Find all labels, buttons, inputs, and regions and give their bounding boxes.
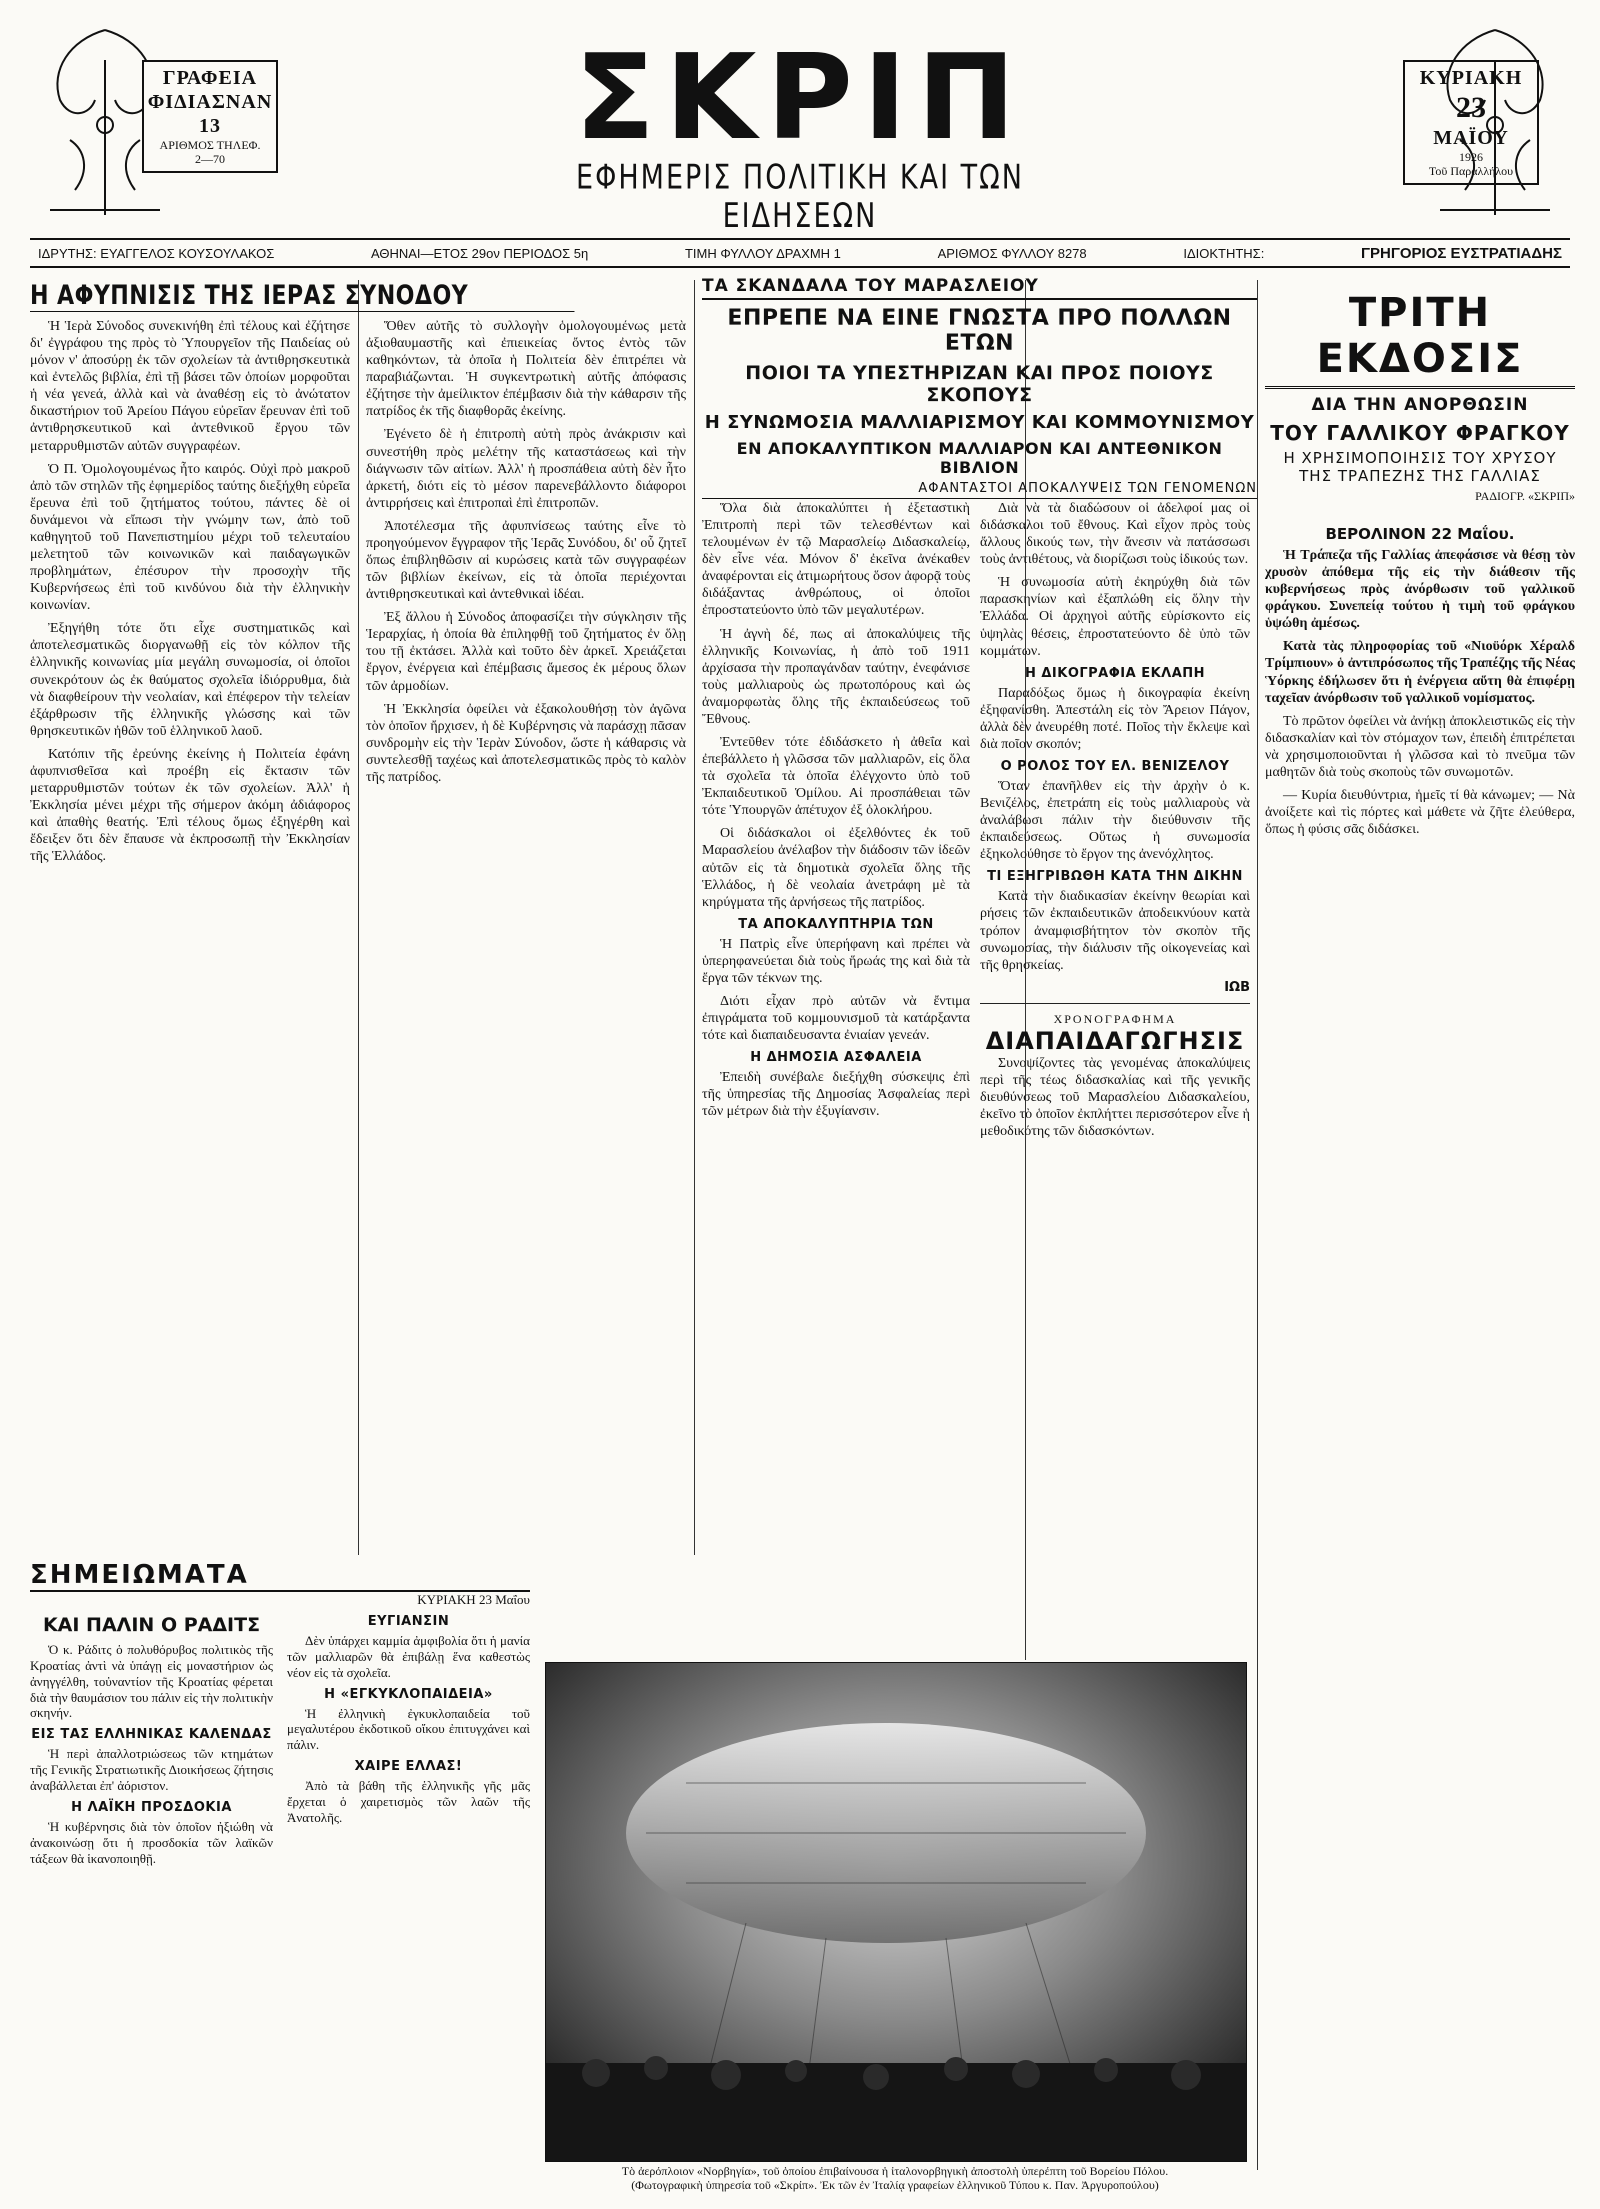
synod-paragraph: Ἡ Ἱερὰ Σύνοδος συνεκινήθη ἐπὶ τέλους καὶ ἐζήτησε δι' ἐγγράφου της πρὸς τὸ Ὑπουργεῖον τῆς Παιδείας οὐ μόνον ν' ἀποσύρῃ ἐκ τῶν σχολείων τὰ ἀντιθρησκευτικὰ καὶ ἐντελῶς βιβλία, ἐπὶ τῇ βάσει τῶν ὁποίων μορφοῦται ἡ νέα γενεά, ἀλλὰ καὶ νὰ ἀναθέσῃ εἰς τὸ ἀνώτατον δικαστήριον τοῦ Ἀρείου Πάγου εὐρεῖαν ἔρευναν ἐπὶ τοῦ ἀντιθρησκευτικοῦ καὶ ἀντεθνικοῦ ἔργου τῶν μεταρρυθμιστῶν αὐτῶν συγγραφέων.: [30, 319, 350, 454]
notes-paragraph: Ἀπὸ τὰ βάθη τῆς ἑλληνικῆς γῆς μᾶς ἔρχεται ὁ χαιρετισμὸς τῶν λαῶν τῆς Ἀνατολῆς.: [287, 1778, 530, 1825]
photo-credit: (Φωτογραφικὴ ὑπηρεσία τοῦ «Σκρίπ». Ἐκ τῶν ἐν Ἰταλίᾳ γραφείων ἑλληνικοῦ Τύπου κ. Παν. Ἀργυροπούλου): [631, 2178, 1159, 2193]
notes-date: ΚΥΡΙΑΚΗ 23 Μαΐου: [417, 1592, 530, 1607]
scandal-paragraph: Ὅταν ἐπανῆλθεν εἰς τὴν ἀρχὴν ὁ κ. Βενιζέλος, ἐπετράπη εἰς τοὺς μαλλιαροὺς νὰ ἀναλάβωσι πάλιν τὴν διεύθυνσιν τῆς ἐκπαιδεύσεως. Οὕτως ἡ συνωμοσία ἐξηκολούθησε τὸ ἔργον της ἀνενόχλητος.: [980, 779, 1250, 863]
trial-subhead: ΤΙ ΕΞΗΓΡΙΒΩΘΗ ΚΑΤΑ ΤΗΝ ΔΙΚΗΝ: [987, 869, 1243, 885]
scandal-paragraph: Διὰ νὰ τὰ διαδώσουν οἱ ἀδελφοί μας οἱ διδάσκαλοι τοῦ ἔθνους. Καὶ εἶχον πρὸς τοὺς ἄλλους δικούς των, τὴν ἄνεσιν νὰ πατάσσωσι τοὺς ἀντιθέτους, νὰ διορίζωσι τοὺς ἰδικούς των.: [980, 501, 1250, 568]
notes-subhead: ΕΥΓΙΑΝΣΙΝ: [367, 1614, 450, 1629]
masthead: [30, 20, 1570, 245]
security-subhead: Η ΔΗΜΟΣΙΑ ΑΣΦΑΛΕΙΑ: [750, 1050, 922, 1066]
synod-article: [30, 280, 694, 1550]
third-edition-paragraph: Ἡ Τράπεζα τῆς Γαλλίας ἀπεφάσισε νὰ θέσῃ τὸν χρυσὸν ἀπόθεμα τῆς εἰς τὴν διάθεσιν τῆς κυβερνήσεως πρὸς ἀνόρθωσιν τοῦ γαλλικοῦ φράγκου. Συνεπείᾳ τούτου ἡ τιμὴ τοῦ φράγκου ὑψώθη ἀμέσως.: [1265, 548, 1575, 632]
divider: [980, 1003, 1250, 1004]
third-edition-body: [1265, 525, 1575, 2165]
synod-paragraph: Ὅθεν αὐτῆς τὸ συλλογὴν ὁμολογουμένως μετὰ ἀξιοθαυμαστῆς καὶ ἐπιεικείας ὄντος ἐντὸς τῶν καθηκόντων, τὰ ὁποῖα ἡ Πολιτεία δὲν ἐπιτρέπει νὰ παραβιάζωνται. Ἡ συγκεντρωτικὴ αὐτῆς ἀπόφασις ἐζήτησε τὴν ἀμείλικτον ἐπέμβασιν διὰ τὴν κάθαρσιν τῆς πατρίδος ἐκ τῆς διαφθορᾶς ἐκείνης.: [366, 319, 686, 420]
phone-label: ΑΡΙΘΜΟΣ ΤΗΛΕΦ.: [159, 138, 261, 152]
notes-column-2: [287, 1608, 530, 1872]
founder: ΙΔΡΥΤΗΣ: ΕΥΑΓΓΕΛΟΣ ΚΟΥΣΟΥΛΑΚΟΣ: [38, 245, 275, 261]
third-edition-header: [1265, 290, 1575, 504]
scandal-deck: ΑΦΑΝΤΑΣΤΟΙ ΑΠΟΚΑΛΥΨΕΙΣ ΤΩΝ ΓΕΝΟΜΕΝΩΝ: [702, 477, 1257, 499]
synod-paragraph: Κατόπιν τῆς ἐρεύνης ἐκείνης ἡ Πολιτεία ἐφάνη ἀφυπνισθεῖσα καὶ προέβη εἰς ἔκτασιν τῶν μεταρρυθμιστῶν τούτων ἐκ τῶν σχολείων. Ἀλλ' ἡ Ἐκκλησία μένει μέχρι τῆς σήμερον ἀκόμη ἀδιάφορος καὶ ἀπαθὴς θεατής. Ἐπὶ τέλους ὅμως ἐξηγέρθη καὶ ἔδειξεν ὅτι δὲν ἔπαυσε νὰ ἐκπροσωπῇ τὴν Ἐκκλησίαν τῆς Ἑλλάδος.: [30, 746, 350, 865]
chronicle-paragraph: — Κυρία διευθύντρια, ἡμεῖς τί θὰ κάνωμεν; — Νὰ ἀνοίξετε καὶ τὶς πόρτες καὶ μάθετε νὰ ζῆτε ἐλεύθερα, ὅπως ἡ φύσις σᾶς διδάσκει.: [1265, 788, 1575, 838]
dikografia-subhead: Η ΔΙΚΟΓΡΑΦΙΑ ΕΚΛΑΠΗ: [1024, 665, 1206, 681]
right-ornament-icon: [1420, 20, 1570, 220]
owner-label: ΙΔΙΟΚΤΗΤΗΣ:: [1183, 245, 1265, 261]
notes-title: ΣΗΜΕΙΩΜΑΤΑ: [30, 1560, 530, 1592]
scandal-paragraph: Διότι εἶχαν πρὸ αὐτῶν νὰ ἔντιμα ἐπιγράματα τοῦ κομμουνισμοῦ τὰ κατάρξαντα τότε καὶ διαπαιδευσαντα ἐνιαίαν γενεάν.: [702, 994, 970, 1044]
third-edition-sub2: ΤΟΥ ΓΑΛΛΙΚΟΥ ΦΡΑΓΚΟΥ: [1270, 421, 1570, 445]
chronicle-paragraph: Συνοψίζοντες τὰς γενομένας ἀποκαλύψεις περὶ τῆς τέως διδασκαλίας καὶ τῆς γενικῆς διευθύνσεως τοῦ Μαρασλείου Διδασκαλείου, ἐκεῖνο τὸ ὁποῖον ἐκπλήττει περισσότερον εἶνε ἡ μεθοδικότης τῶν διδασκόντων.: [980, 1055, 1250, 1140]
security-paragraph: Ἐπειδὴ συνέβαλε διεξήχθη σύσκεψις ἐπὶ τῆς ὑπηρεσίας τῆς Δημοσίας Ἀσφαλείας περὶ τῶν μέτρων διὰ τὴν ἐξυγίανσιν.: [702, 1070, 970, 1120]
notes-subhead: Η ΛΑΪΚΗ ΠΡΟΣΔΟΚΙΑ: [71, 1799, 232, 1815]
synod-paragraph: Ὁ Π. Ὁμολογουμένως ἦτο καιρός. Οὐχὶ πρὸ μακροῦ ἀπὸ τῶν στηλῶν τῆς ἐφημερίδος ταύτης διεξήχθη εὐρεῖα ἔρευνα ἐπὶ τοῦ ζητήματος τούτου, πάντες δὲ οἱ δυνάμενοι νὰ εἴπωσι τὴν γνώμην των, ἀπὸ τοῦ καθηγητοῦ τοῦ Πανεπιστημίου μέχρι τοῦ τελευταίου μελετητοῦ τῶν κοινωνικῶν καὶ παιδαγωγικῶν προβλημάτων, ἐπέσυρον τὴν προσοχὴν τῆς Κυβερνήσεως ἐπὶ τοῦ κινδύνου διὰ τὴν ἑλληνικὴν κοινωνίαν.: [30, 461, 350, 614]
third-edition-sub3: Η ΧΡΗΣΙΜΟΠΟΙΗΣΙΣ ΤΟΥ ΧΡΥΣΟΥ ΤΗΣ ΤΡΑΠΕΖΗΣ ΤΗΣ ΓΑΛΛΙΑΣ: [1283, 449, 1557, 485]
synod-paragraph: Ἡ Ἐκκλησία ὀφείλει νὰ ἐξακολουθήσῃ τὸν ἀγῶνα τὸν ὁποῖον ἤρχισεν, ἡ δὲ Κυβέρνησις νὰ παράσχῃ πᾶσαν συνδρομὴν εἰς τὴν Ἱερὰν Σύνοδον, ὥστε ἡ κάθαρσις νὰ συντελεσθῇ ταχέως καὶ ἀποτελεσματικῶς πρὸς τὸ καλὸν τῆς πατρίδος.: [366, 701, 686, 785]
third-edition-dateline: ΒΕΡΟΛΙΝΟΝ 22 Μαΐου.: [1325, 525, 1515, 543]
scandal-column-2: [980, 500, 1250, 1650]
revelations-paragraph: Ἡ Πατρὶς εἶνε ὑπερήφανη καὶ πρέπει νὰ ὑπερηφανεύεται διὰ τοὺς ἥρωάς της καὶ διὰ τὰ ἔργα τῶν τέκνων της.: [702, 936, 970, 986]
owner-name: ΓΡΗΓΟΡΙΟΣ ΕΥΣΤΡΑΤΙΑΔΗΣ: [1361, 244, 1562, 262]
chronicle-label: ΧΡΟΝΟΓΡΑΦΗΜΑ: [1053, 1011, 1177, 1026]
scandal-headline-4: ΕΝ ΑΠΟΚΑΛΥΠΤΙΚΟΝ ΜΑΛΛΙΑΡΟΝ ΚΑΙ ΑΝΤΕΘΝΙΚΟΝ ΒΙΒΛΙΟΝ: [736, 439, 1223, 477]
photo-caption: [545, 2164, 1245, 2193]
third-edition-paragraph: Κατὰ τὰς πληροφορίας τοῦ «Νιοϋόρκ Χέραλδ Τρίμπιουν» ὁ ἀντιπρόσωπος τῆς Τραπέζης τῆς Νέας Ὑόρκης ἐδήλωσεν ὅτι ἡ ἐνέργεια αὕτη θὰ ἐπιφέρῃ ταχεῖαν ἀνόρθωσιν τοῦ γαλλικοῦ νομίσματος.: [1265, 639, 1575, 706]
notes-subhead: ΧΑΙΡΕ ΕΛΛΑΣ!: [354, 1759, 463, 1775]
airship-image: [546, 1663, 1246, 2161]
scandal-kicker: ΤΑ ΣΚΑΝΔΑΛΑ ΤΟΥ ΜΑΡΑΣΛΕΙΟΥ: [702, 276, 1257, 300]
chronicle-title: ΔΙΑΠΑΙΔΑΓΩΓΗΣΙΣ: [985, 1026, 1245, 1055]
notes-column-1: [30, 1608, 273, 1872]
phone-number: 2—70: [195, 152, 225, 167]
notes-subhead: ΕΙΣ ΤΑΣ ΕΛΛΗΝΙΚΑΣ ΚΑΛΕΝΔΑΣ: [31, 1727, 272, 1743]
synod-paragraph: Ἀποτέλεσμα τῆς ἀφυπνίσεως ταύτης εἶνε τὸ προηγούμενον ἔγγραφον τῆς Ἱερᾶς Συνόδου, δι' οὗ ζητεῖ ὅπως ἐπιβληθῶσιν αἱ κυρώσεις κατὰ τῶν συγγραφέων τῶν βιβλίων ἐκείνων, εἰς τὰ ὁποῖα περιέχονται ἀντιθρησκευτικαὶ καὶ ἀντεθνικαὶ ἰδέαι.: [366, 518, 686, 603]
scandal-paragraph: Ἡ συνωμοσία αὐτὴ ἐκηρύχθη διὰ τῶν παρασκηνίων καὶ ἐξαπλώθη εἰς ὅλην τὴν Ἑλλάδα. Οἱ ἀρχηγοὶ αὐτῆς εὑρίσκοντο εἰς ὑψηλὰς θέσεις, ἐπροστατεύοντο δὲ ὑπὸ τῶν κομμάτων.: [980, 575, 1250, 659]
venizelos-subhead: Ο ΡΟΛΟΣ ΤΟΥ ΕΛ. ΒΕΝΙΖΕΛΟΥ: [1000, 759, 1230, 775]
synod-column-1: [30, 318, 350, 871]
office-info-box: [142, 60, 278, 173]
issue-number: ΑΡΙΘΜΟΣ ΦΥΛΛΟΥ 8278: [937, 245, 1087, 261]
tagline: ΕΦΗΜΕΡΙΣ ΠΟΛΙΤΙΚΗ ΚΑΙ ΤΩΝ ΕΙΔΗΣΕΩΝ: [576, 158, 1024, 236]
notes-paragraph: Ἡ ἐλληνικὴ ἐγκυκλοπαιδεία τοῦ μεγαλυτέρου ἐκδοτικοῦ οἴκου ἐπιτυγχάνει καὶ πάλιν.: [287, 1705, 530, 1753]
column-rule: [694, 280, 695, 1555]
scandal-headlines: [702, 276, 1257, 499]
notes-paragraph: Ἡ κυβέρνησις διὰ τὸν ὁποῖον ἠξιώθη νὰ ἀνακοινώσῃ ὅτι ἡ προσδοκία τῶν λαϊκῶν τάξεων θὰ ἱκανοποιηθῇ.: [30, 1818, 273, 1866]
notes-section: [30, 1560, 530, 1872]
scandal-paragraph: Ὅλα διὰ ἀποκαλύπτει ἡ ἐξεταστικὴ Ἐπιτροπὴ περὶ τῶν τελεσθέντων καὶ τελουμένων ἐν τῷ Μαρασλείῳ Διδασκαλείῳ, δὲν εἶνε νέα. Μόνον δ' ἐκεῖνα ἀνέκαθεν ἀναφέρονται εἰς ἀτιμωρήτους ὅσον ἀφορᾷ τοὺς διδάξαντας ἀνθρώπους, οἱ ὁποῖοι ἐπροστατεύοντο ὑπὸ τῶν μεγαλυτέρων.: [702, 501, 970, 619]
scandal-paragraph: Κατὰ τὴν διαδικασίαν ἐκείνην θεωρίαι καὶ ρήσεις τῶν ἐκπαιδευτικῶν ἀποδεικνύουν κατὰ τρόπον ἀναμφισβήτητον τὸν σκοπὸν τῆς συνωμοσίας, τὴν διάλυσιν τῆς οἰκογενείας καὶ τῆς θρησκείας.: [980, 889, 1250, 973]
airship-photo: [545, 1662, 1247, 2162]
notes-paragraph: Ἡ περὶ ἀπαλλοτριώσεως τῶν κτημάτων τῆς Γενικῆς Στρατιωτικῆς Διοικήσεως ζήτησις ἀναβάλλεται ἐπ' ἀόριστον.: [30, 1746, 273, 1794]
office-address: ΦΙΔΙΑΣΝΑΝ 13: [147, 91, 273, 137]
scandal-paragraph: Ἐντεῦθεν τότε ἐδιδάσκετο ἡ ἀθεΐα καὶ ἐπεβάλλετο ἡ γλῶσσα τῶν μαλλιαρῶν, εἰς ὅλα τὰ σχολεῖα τὰ ὁποῖα ἐλέγχοντο ὑπὸ τοῦ Ἐκπαιδευτικοῦ Ὁμίλου. Αἱ προσπάθειαι τῶν τότε Ὑπουργῶν ἀπέτυχον ἐξ ὁλοκλήρου.: [702, 735, 970, 819]
synod-paragraph: Ἐγένετο δὲ ἡ ἐπιτροπὴ αὐτὴ πρὸς ἀνάκρισιν καὶ συνεστήθη πρὸς μελέτην τῆς καταστάσεως καὶ τὴν διάγνωσιν τῶν αἰτίων. Ἀλλ' ἡ προσπάθεια αὐτὴ δὲν ἦτο ἀρκετή, διότι εἰς τὸ μέσον παρενεβάλλοντο διάφοροι ἀντιρρήσεις καὶ ἐπιτροπαὶ ἐπὶ ἐπιτροπῶν.: [366, 427, 686, 511]
date-year: 1926: [1459, 150, 1483, 164]
weekday: ΚΥΡΙΑΚΗ: [1419, 67, 1523, 89]
notes-head-raditch: ΚΑΙ ΠΑΛΙΝ Ο ΡΑΔΙΤΣ: [42, 1614, 261, 1636]
date-day: 23: [1456, 91, 1486, 124]
date-month: ΜΑΪΟΥ: [1433, 127, 1509, 149]
chronicle-header: [980, 1012, 1250, 1055]
notes-paragraph: Ὁ κ. Ράδιτς ὁ πολυθόρυβος πολιτικὸς τῆς Κροατίας ἀντὶ νὰ ὑπάγῃ εἰς μοναστήριον ὡς ἀνηγγέλθη, τοὐναντίον τῆς Κροατίας φέρεται διὰ τὴν θαυμάσιον του πάλιν εἰς τὴν πολιτικὴν σκηνήν.: [30, 1642, 273, 1721]
notes-paragraph: Δὲν ὑπάρχει καμμία ἀμφιβολία ὅτι ἡ μανία τῶν μαλλιαρῶν θὰ ἐπιβάλῃ ἕνα καθεστὼς νέον εἰς τὰ σχολεῖα.: [287, 1633, 530, 1680]
scandal-column-1: [702, 500, 970, 1550]
scandal-paragraph: Παραδόξως ὅμως ἡ δικογραφία ἐκείνη ἐξηφανίσθη. Ἀπεστάλη εἰς τὸν Ἄρειον Πάγον, ἀλλὰ δὲν ἀνευρέθη ποτέ. Ποῖος τὴν ἔκλεψε καὶ διὰ ποῖον σκοπόν;: [980, 685, 1250, 752]
price: ΤΙΜΗ ΦΥΛΛΟΥ ΔΡΑΧΜΗ 1: [684, 245, 841, 261]
synod-headline: Η ΑΦΥΠΝΙΣΙΣ ΤΗΣ ΙΕΡΑΣ ΣΥΝΟΔΟΥ: [30, 280, 574, 312]
newspaper-logo: ΣΚΡΙΠ: [574, 28, 1026, 166]
notes-subhead: Η «ΕΓΚΥΚΛΟΠΑΙΔΕΙΑ»: [324, 1686, 493, 1702]
scandal-signature: ΙΩΒ: [1224, 979, 1250, 995]
city-year: ΑΘΗΝΑΙ—ΕΤΟΣ 29ον ΠΕΡΙΟΔΟΣ 5η: [370, 245, 589, 261]
synod-column-2: [366, 318, 686, 871]
third-edition-title: ΤΡΙΤΗ ΕΚΔΟΣΙΣ: [1265, 290, 1575, 389]
scandal-headline-3: Η ΣΥΝΩΜΟΣΙΑ ΜΑΛΛΙΑΡΙΣΜΟΥ ΚΑΙ ΚΟΜΜΟΥΝΙΣΜΟΥ: [704, 412, 1255, 433]
synod-paragraph: Ἐξηγήθη τότε ὅτι εἶχε συστηματικῶς καὶ ἀποτελεσματικῶς διοργανωθῇ εἰς τὸν κόλπον τῆς ἑλληνικῆς κοινωνίας μία μεγάλη συνωμοσία, οἱ ὁποῖοι συνεκρότουν ὡς ἐκ θαύματος σχολεῖα ἰδιόρρυθμα, διὰ νὰ διαφθείρουν τὴν νεολαίαν, καὶ ἐπέφερον τὴν τελείαν ἐξάρθρωσιν τῆς ἑλληνικῆς γλώσσης καὶ τῶν θρησκευτικῶν ἠθῶν τοῦ ἑλληνικοῦ λαοῦ.: [30, 621, 350, 739]
revelations-subhead: ΤΑ ΑΠΟΚΑΛΥΠΤΗΡΙΑ ΤΩΝ: [738, 916, 934, 932]
scandal-paragraph: Ἡ ἀγνὴ δέ, πως αἱ ἀποκαλύψεις τῆς ἑλληνικῆς Κοινωνίας, ἡ ἀπὸ τοῦ 1911 ἀρχίσασα τὴν προπαγάνδαν ταύτην, ἐνεφάνισε τοὺς μαλλιαροὺς ὡς πρωτοπόρους καὶ ὡς ἀναμορφωτὰς ὅλης τῆς ἐκπαιδεύσεως τοῦ Ἔθνους.: [702, 626, 970, 727]
scandal-paragraph: Οἱ διδάσκαλοι οἱ ἐξελθόντες ἐκ τοῦ Μαρασλείου ἀνέλαβον τὴν διάδοσιν τῶν ἰδεῶν αὐτῶν εἰς τὰ δημοτικὰ σχολεῖα ὅλης τῆς Ἑλλάδος, ἡ δὲ νεολαία ἀνετράφη μὲ τὰ κηρύγματα τῆς ἀρνήσεως τῆς πατρίδος.: [702, 826, 970, 910]
scandal-headline-2: ΠΟΙΟΙ ΤΑ ΥΠΕΣΤΗΡΙΖΑΝ ΚΑΙ ΠΡΟΣ ΠΟΙΟΥΣ ΣΚΟΠΟΥΣ: [745, 362, 1214, 406]
scandal-headline-1: ΕΠΡΕΠΕ ΝΑ ΕΙΝΕ ΓΝΩΣΤΑ ΠΡΟ ΠΟΛΛΩΝ ΕΤΩΝ: [727, 306, 1232, 356]
masthead-info-bar: [30, 238, 1570, 268]
synod-paragraph: Ἐξ ἄλλου ἡ Σύνοδος ἀποφασίζει τὴν σύγκλησιν τῆς Ἱεραρχίας, ἡ ὁποία θὰ ἐπιληφθῇ τοῦ ζητήματος ἐν ὅλῃ του τῇ ἐκτάσει. Ἀλλὰ καὶ τοῦτο δὲν ἀρκεῖ. Χρειάζεται ἔργον, ἐνέργεια καὶ ἐπέμβασις ἄμεσος ἐκ μέρους ὅλων τῶν ἀρμοδίων.: [366, 610, 686, 694]
column-rule: [1257, 280, 1258, 2170]
issue-note: Τοῦ Παραλλήλου: [1428, 164, 1514, 179]
office-label: ΓΡΑΦΕΙΑ: [162, 67, 258, 89]
third-edition-sub1: ΔΙΑ ΤΗΝ ΑΝΟΡΘΩΣΙΝ: [1311, 395, 1529, 415]
photo-caption-text: Τὸ ἀερόπλοιον «Νορβηγία», τοῦ ὁποίου ἐπιβαίνουσα ἡ ἰταλονορβηγικὴ ἀποστολὴ ὑπερέπτη τοῦ Βορείου Πόλου.: [621, 2164, 1169, 2178]
third-edition-credit: ΡΑΔΙΟΓΡ. «ΣΚΡΙΠ»: [1475, 489, 1575, 503]
chronicle-paragraph: Τὸ πρῶτον ὀφείλει νὰ ἀνήκῃ ἀποκλειστικῶς εἰς τὴν διδασκαλίαν καὶ τὸν στόμαχον των, ἐπειδὴ ἐπιτρέπεται νὰ χρησιμοποιοῦνται ἡ γλῶσσα καὶ τὸ πνεῦμα τῶν μαθητῶν διὰ τοὺς σκοποὺς τῶν συνωμοτῶν.: [1265, 713, 1575, 780]
